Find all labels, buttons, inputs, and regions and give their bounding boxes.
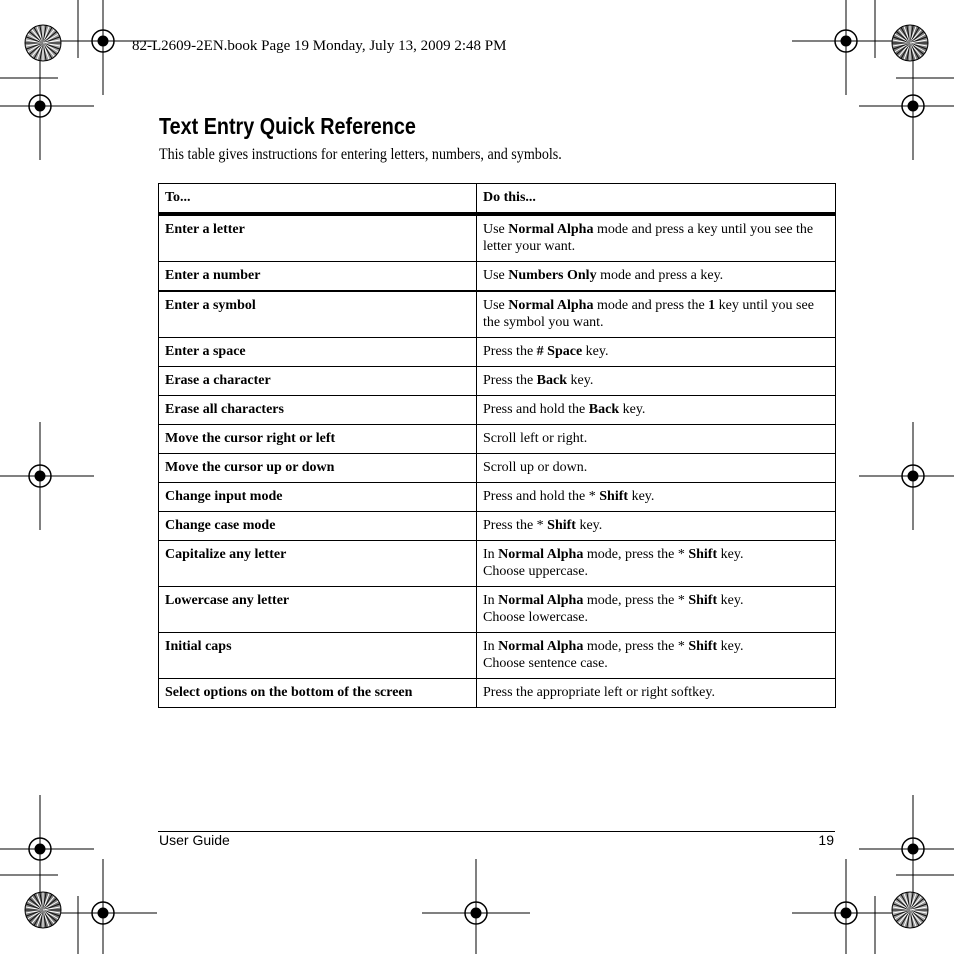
- key-term: Shift: [547, 518, 576, 533]
- instruction-text: key.: [575, 518, 603, 533]
- row-action: Erase a character: [159, 367, 477, 396]
- instruction-text: key.: [717, 639, 744, 654]
- row-instruction: [477, 679, 836, 708]
- star-target-icon: [892, 892, 928, 928]
- key-term: Numbers Only: [508, 268, 597, 283]
- row-instruction: [477, 512, 836, 541]
- key-term: Shift: [688, 593, 718, 608]
- instruction-text: key until you see the symbol you want.: [483, 298, 814, 330]
- row-instruction: [477, 291, 836, 338]
- table-row: [159, 214, 836, 262]
- column-header-do-this: Do this...: [477, 184, 836, 215]
- row-instruction: [477, 587, 836, 633]
- row-action: Enter a space: [159, 338, 477, 367]
- row-action: Lowercase any letter: [159, 587, 477, 633]
- table-row: [159, 396, 836, 425]
- table-row: [159, 483, 836, 512]
- instruction-text: Choose uppercase.: [483, 564, 588, 579]
- footer-rule: [158, 831, 835, 832]
- table-row: [159, 262, 836, 292]
- key-term: Normal Alpha: [508, 222, 594, 237]
- table-row: [159, 633, 836, 679]
- row-instruction: [477, 262, 836, 292]
- instruction-text: Press the: [483, 344, 537, 359]
- table-row: [159, 338, 836, 367]
- row-instruction: [477, 396, 836, 425]
- row-instruction: [477, 541, 836, 587]
- key-term: Back: [536, 373, 568, 388]
- print-header: 82-L2609-2EN.book Page 19 Monday, July 13, 2009 2:48 PM: [132, 38, 507, 54]
- star-target-icon: [25, 25, 61, 61]
- quick-reference-table: [158, 183, 836, 708]
- row-instruction: [477, 367, 836, 396]
- instruction-text: Press and hold the: [483, 402, 589, 417]
- row-instruction: [477, 454, 836, 483]
- instruction-text: mode and press the: [593, 298, 709, 313]
- row-instruction: [477, 425, 836, 454]
- registration-mark-icon: [859, 52, 954, 160]
- table-row: [159, 679, 836, 708]
- key-term: Normal Alpha: [508, 298, 594, 313]
- row-action: Change input mode: [159, 483, 477, 512]
- registration-mark-icon: [792, 859, 900, 954]
- row-action: Move the cursor right or left: [159, 425, 477, 454]
- instruction-text: Use: [483, 298, 509, 313]
- registration-mark-icon: [859, 422, 954, 530]
- instruction-text: mode, press the *: [583, 639, 689, 654]
- intro-text: This table gives instructions for entering letters, numbers, and symbols.: [159, 146, 562, 163]
- table-row: [159, 425, 836, 454]
- row-action: Erase all characters: [159, 396, 477, 425]
- table-row: [159, 587, 836, 633]
- table-row: [159, 291, 836, 338]
- row-instruction: [477, 338, 836, 367]
- page-title: Text Entry Quick Reference: [159, 113, 416, 139]
- row-action: Capitalize any letter: [159, 541, 477, 587]
- key-term: # Space: [536, 344, 583, 359]
- star-target-icon: [25, 892, 61, 928]
- instruction-text: key.: [717, 593, 744, 608]
- instruction-text: Press the *: [483, 518, 548, 533]
- registration-mark-icon: [49, 859, 157, 954]
- instruction-text: mode, press the *: [583, 593, 689, 608]
- registration-mark-icon: [0, 52, 94, 160]
- key-term: Shift: [688, 639, 718, 654]
- row-action: Change case mode: [159, 512, 477, 541]
- instruction-text: In: [483, 593, 499, 608]
- instruction-text: mode and press a key.: [596, 268, 724, 283]
- instruction-text: key.: [582, 344, 609, 359]
- table-row: [159, 367, 836, 396]
- instruction-text: In: [483, 547, 499, 562]
- instruction-text: In: [483, 639, 499, 654]
- instruction-text: key.: [717, 547, 744, 562]
- key-term: Normal Alpha: [498, 639, 584, 654]
- page-number: 19: [818, 832, 834, 848]
- registration-mark-icon: [0, 795, 94, 903]
- row-action: Initial caps: [159, 633, 477, 679]
- star-target-icon: [892, 25, 928, 61]
- instruction-text: Choose sentence case.: [483, 656, 608, 671]
- row-instruction: [477, 214, 836, 262]
- key-term: Normal Alpha: [498, 547, 584, 562]
- instruction-text: mode and press a key until you see the letter your want.: [483, 222, 814, 254]
- column-header-to: To...: [159, 184, 477, 215]
- row-action: Move the cursor up or down: [159, 454, 477, 483]
- instruction-text: Press the appropriate left or right softkey.: [483, 685, 715, 700]
- instruction-text: Press the: [483, 373, 537, 388]
- row-action: Select options on the bottom of the screen: [159, 679, 477, 708]
- table-row: [159, 512, 836, 541]
- row-instruction: [477, 483, 836, 512]
- instruction-text: Use: [483, 268, 509, 283]
- key-term: Shift: [599, 489, 629, 504]
- instruction-text: mode, press the *: [583, 547, 689, 562]
- row-action: Enter a number: [159, 262, 477, 292]
- row-action: Enter a letter: [159, 214, 477, 262]
- instruction-text: Choose lowercase.: [483, 610, 588, 625]
- instruction-text: Press and hold the *: [483, 489, 600, 504]
- registration-mark-icon: [859, 795, 954, 903]
- registration-mark-icon: [422, 859, 530, 954]
- instruction-text: key.: [619, 402, 646, 417]
- instruction-text: key.: [567, 373, 594, 388]
- instruction-text: Use: [483, 222, 509, 237]
- row-action: Enter a symbol: [159, 291, 477, 338]
- table-row: [159, 541, 836, 587]
- key-term: 1: [708, 298, 716, 313]
- table-row: [159, 454, 836, 483]
- footer-title: User Guide: [159, 832, 230, 848]
- key-term: Shift: [688, 547, 718, 562]
- registration-mark-icon: [792, 0, 900, 95]
- registration-mark-icon: [0, 422, 94, 530]
- instruction-text: key.: [628, 489, 655, 504]
- instruction-text: Scroll up or down.: [483, 460, 588, 475]
- table-header-row: [159, 184, 836, 215]
- key-term: Normal Alpha: [498, 593, 584, 608]
- key-term: Back: [588, 402, 620, 417]
- row-instruction: [477, 633, 836, 679]
- instruction-text: Scroll left or right.: [483, 431, 588, 446]
